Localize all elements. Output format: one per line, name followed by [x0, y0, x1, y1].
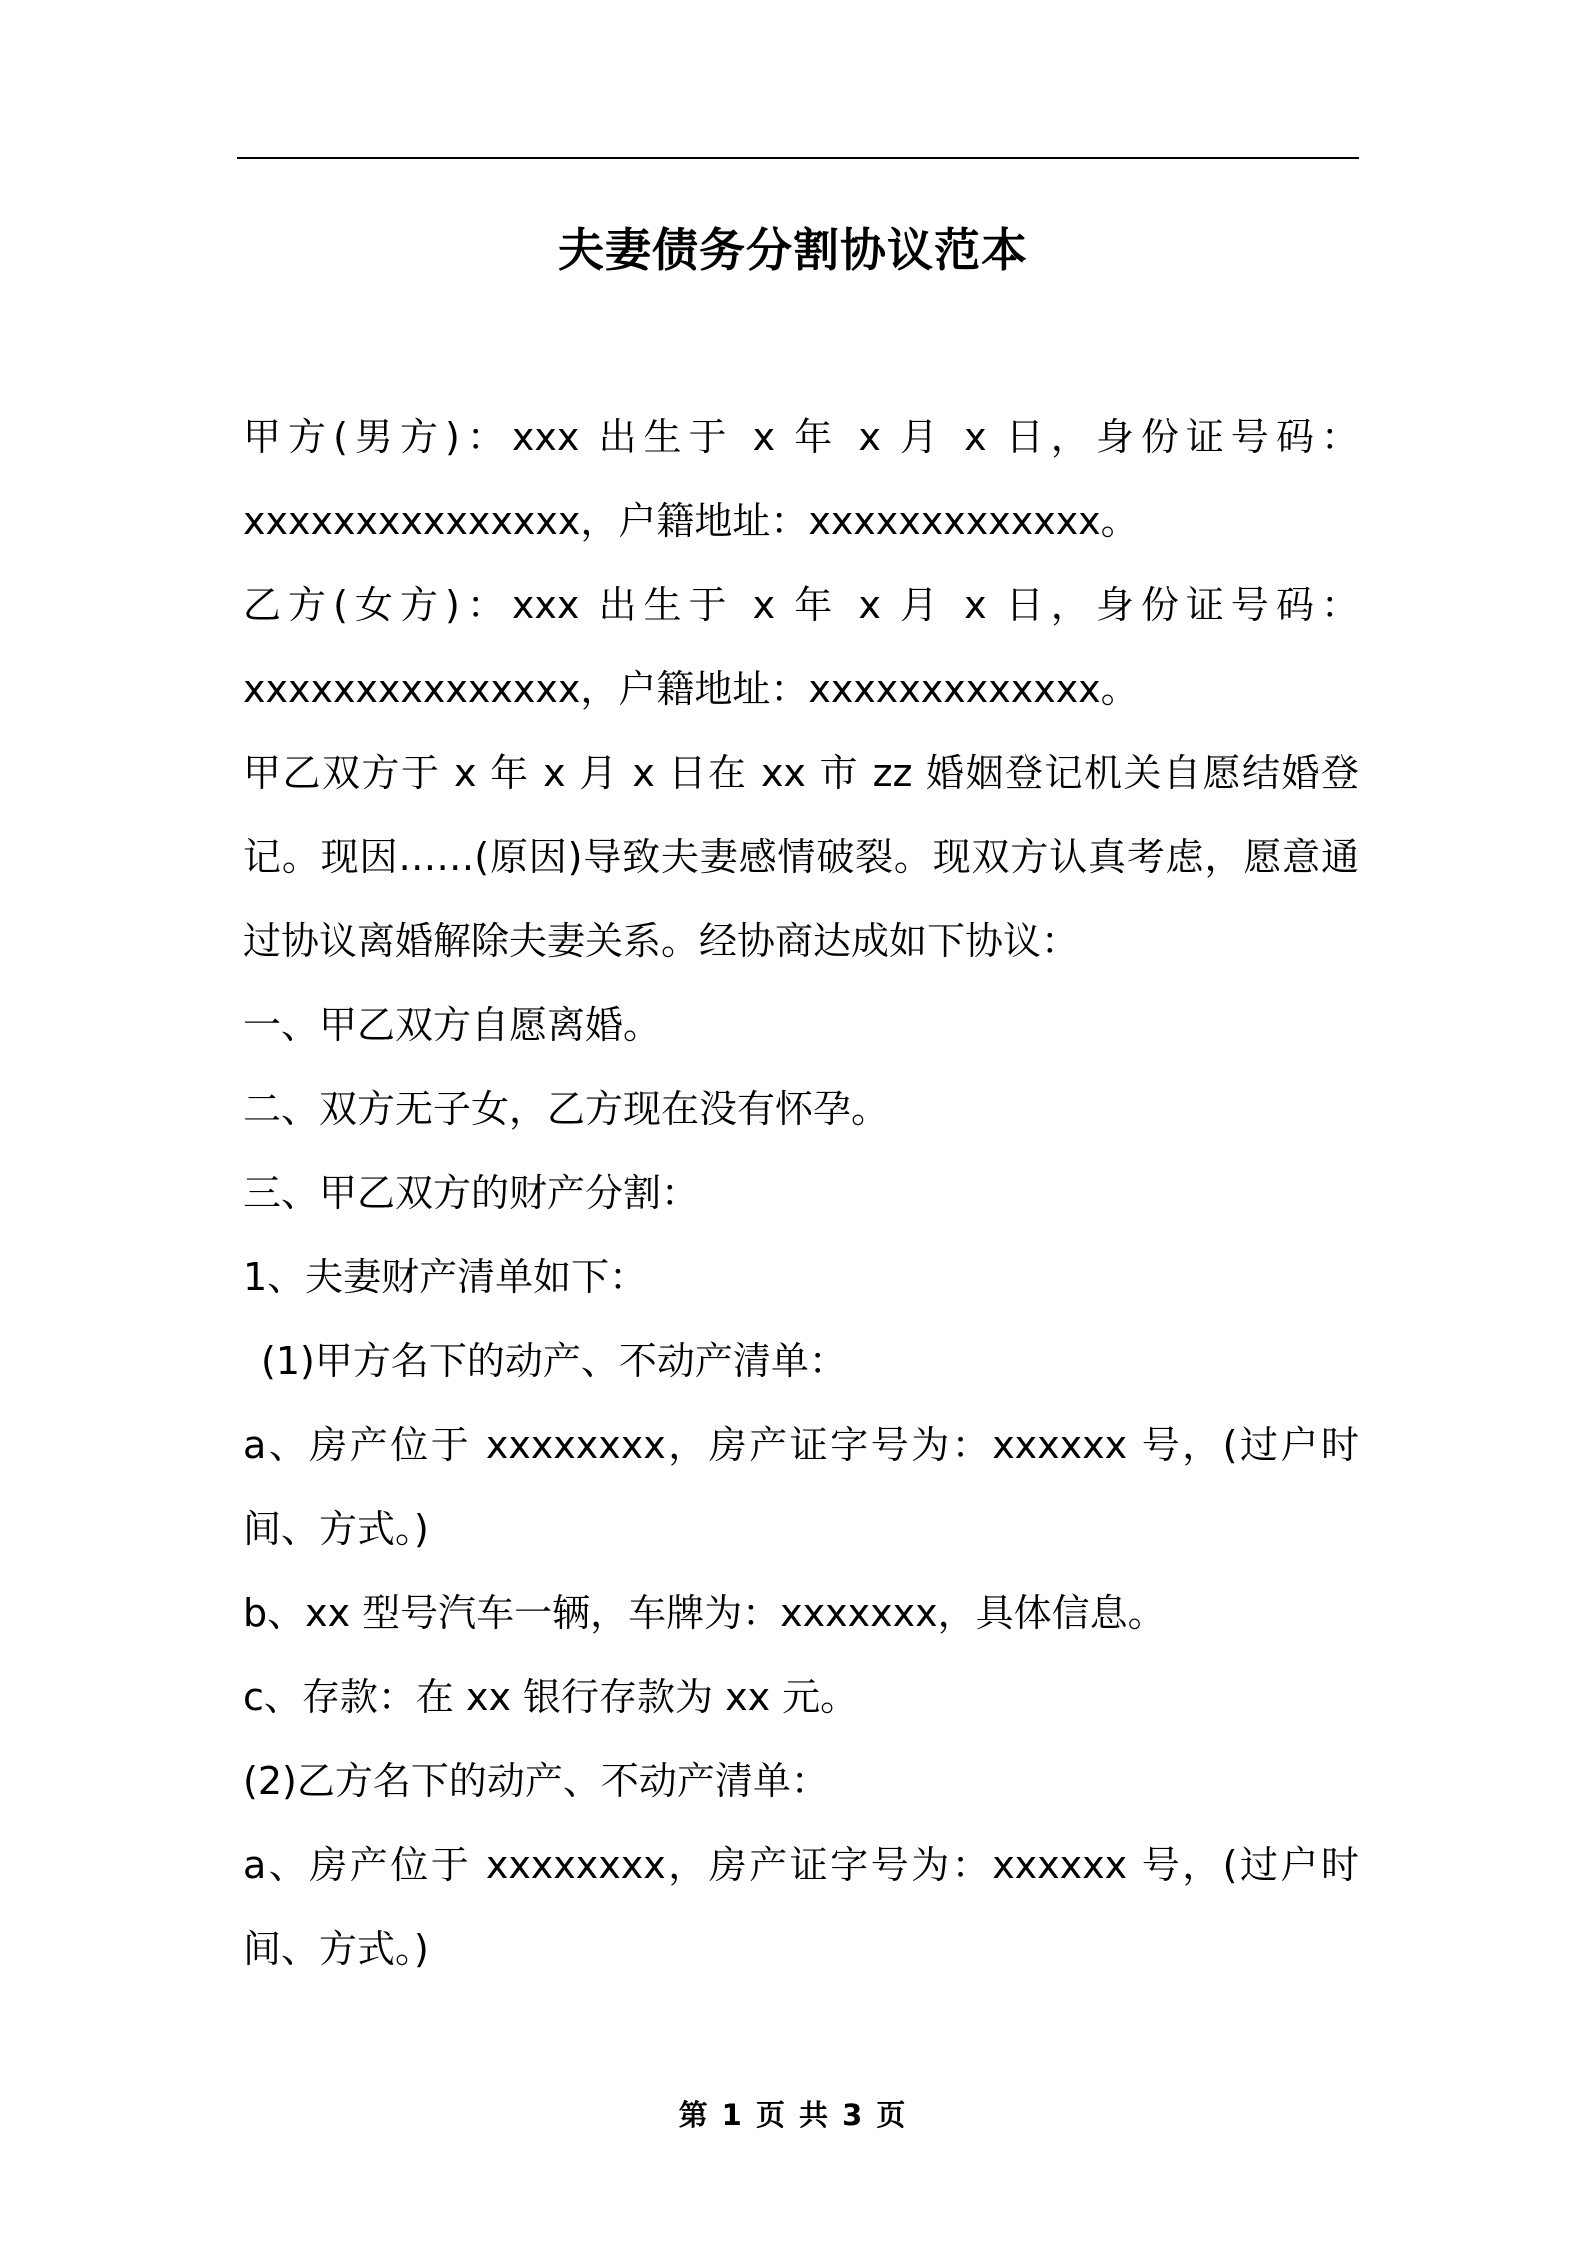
clause-three: 三、甲乙双方的财产分割：: [243, 1171, 700, 1215]
party-b-paragraph: 乙方(女方)：xxx 出生于 x 年 x 月 x 日，身份证号码：xxxxxxxxxxxxxxx，户籍地址：xxxxxxxxxxxxx。: [243, 583, 1359, 711]
document-body: [243, 395, 1359, 1991]
party-b-property-heading: (2)乙方名下的动产、不动产清单：: [243, 1759, 829, 1803]
document-title: 夫妻债务分割协议范本: [558, 223, 1028, 277]
party-a-car-item: b、xx 型号汽车一辆，车牌为：xxxxxxx，具体信息。: [243, 1591, 1166, 1635]
party-a-property-heading: (1)甲方名下的动产、不动产清单：: [261, 1339, 847, 1383]
clause-one: 一、甲乙双方自愿离婚。: [243, 1003, 662, 1047]
party-b-house-item: a、房产位于 xxxxxxxx，房产证字号为：xxxxxx 号，(过户时间、方式。): [243, 1843, 1359, 1971]
header-rule: [237, 157, 1359, 159]
party-a-house-item: a、房产位于 xxxxxxxx，房产证字号为：xxxxxx 号，(过户时间、方式。): [243, 1423, 1359, 1551]
marriage-background-paragraph: 甲乙双方于 x 年 x 月 x 日在 xx 市 zz 婚姻登记机关自愿结婚登记。现因……(原因)导致夫妻感情破裂。现双方认真考虑，愿意通过协议离婚解除夫妻关系。经协商达成如下协议：: [243, 751, 1359, 963]
clause-two: 二、双方无子女，乙方现在没有怀孕。: [243, 1087, 890, 1131]
party-a-deposit-item: c、存款：在 xx 银行存款为 xx 元。: [243, 1675, 859, 1719]
party-a-paragraph: 甲方(男方)：xxx 出生于 x 年 x 月 x 日，身份证号码：xxxxxxxxxxxxxxx，户籍地址：xxxxxxxxxxxxx。: [243, 415, 1359, 543]
property-list-heading: 1、夫妻财产清单如下：: [243, 1255, 648, 1299]
page-number: 第 1 页 共 3 页: [678, 2098, 908, 2132]
